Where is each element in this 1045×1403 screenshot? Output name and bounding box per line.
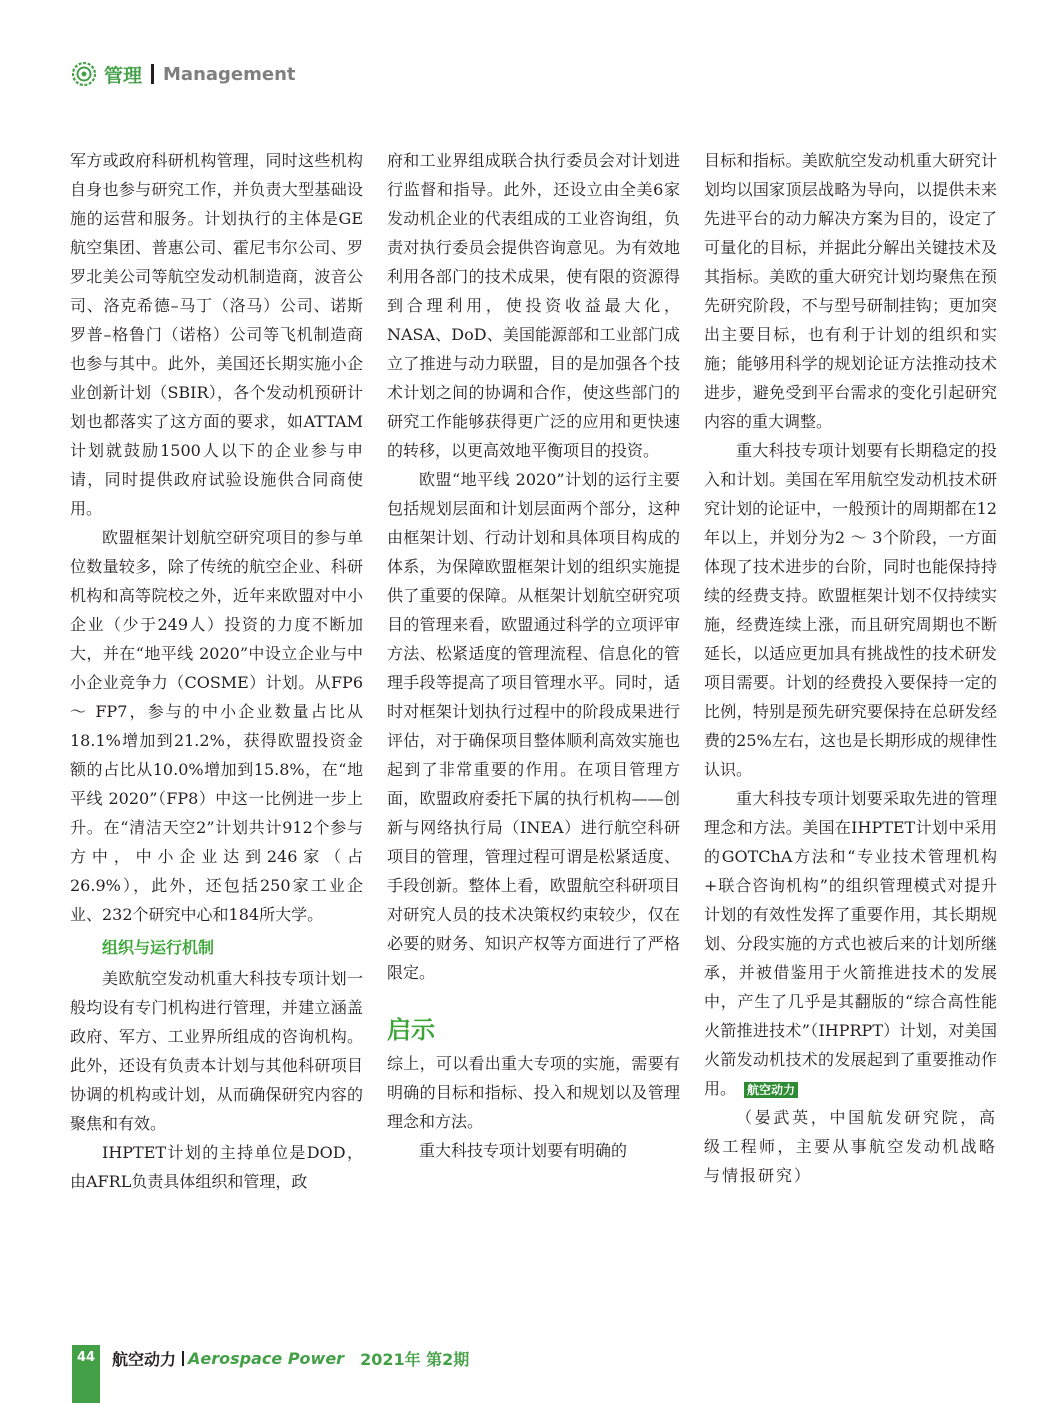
author-note bbox=[704, 1103, 997, 1190]
body-paragraph bbox=[704, 784, 997, 1103]
end-mark-badge: 航空动力 bbox=[744, 1082, 798, 1098]
paragraph-text: （晏武英，中国航发研究院，高级工程师，主要从事航空发动机战略与情报研究） bbox=[704, 1108, 997, 1185]
body-paragraph bbox=[70, 1138, 363, 1196]
paragraph-text: IHPTET计划的主持单位是DOD，由AFRL负责具体组织和管理，政 bbox=[70, 1143, 363, 1191]
journal-logo-icon bbox=[72, 62, 96, 86]
body-paragraph bbox=[70, 146, 363, 523]
body-paragraph bbox=[387, 1136, 680, 1165]
body-paragraph bbox=[704, 436, 997, 784]
section-title-en: Management bbox=[163, 63, 296, 85]
issue-label: 2021年 第2期 bbox=[360, 1350, 470, 1369]
paragraph-text: 重大科技专项计划要有长期稳定的投入和计划。美国在军用航空发动机技术研究计划的论证中，一般预计的周期都在12年以上，并划分为2 ～ 3个阶段，一方面体现了技术进步的台阶，同时也能保持持续的经费支持。欧盟框架计划不仅持续实施，经费连续上涨，而且研究周期也不断延长，以适应更加具有挑战性的技术研发项目需要。计划的经费投入要保持一定的比例，特别是预先研究要保持在总研发经费的25%左右，这也是长期形成的规律性认识。 bbox=[704, 441, 997, 779]
section-title-cn: 管理 bbox=[104, 64, 143, 87]
paragraph-text: 启示 bbox=[387, 1016, 435, 1044]
page-number: 44 bbox=[76, 1350, 96, 1365]
header-divider bbox=[151, 64, 154, 84]
section-subheading bbox=[70, 933, 363, 962]
body-paragraph bbox=[387, 465, 680, 987]
paragraph-text: 欧盟“地平线 2020”计划的运行主要包括规划层面和计划层面两个部分，这种由框架计划、行动计划和具体项目构成的体系，为保障欧盟框架计划的组织实施提供了重要的保障。从框架计划航空研究项目的管理来看，欧盟通过科学的立项评审方法、松紧适度的管理流程、信息化的管理手段等提高了项目管理水平。同时，适时对框架计划执行过程中的阶段成果进行评估，对于确保项目整体顺利高效实施也起到了非常重要的作用。在项目管理方面，欧盟政府委托下属的执行机构——创新与网络执行局（INEA）进行航空科研项目的管理，管理过程可谓是松紧适度、手段创新。整体上看，欧盟航空科研项目对研究人员的技术决策权约束较少，仅在必要的财务、知识产权等方面进行了严格限定。 bbox=[387, 470, 680, 982]
page-header bbox=[72, 60, 296, 88]
journal-name-cn: 航空动力 bbox=[112, 1350, 177, 1369]
paragraph-text: 目标和指标。美欧航空发动机重大研究计划均以国家顶层战略为导向，以提供未来先进平台的动力解决方案为目的，设定了可量化的目标，并据此分解出关键技术及其指标。美欧的重大研究计划均聚焦在预先研究阶段，不与型号研制挂钩；更加突出主要目标，也有利于计划的组织和实施；能够用科学的规划论证方法推动技术进步，避免受到平台需求的变化引起研究内容的重大调整。 bbox=[704, 151, 997, 431]
paragraph-text: 重大科技专项计划要有明确的 bbox=[419, 1141, 628, 1160]
journal-footer bbox=[112, 1347, 469, 1370]
paragraph-text: 军方或政府科研机构管理，同时这些机构自身也参与研究工作，并负责大型基础设施的运营和服务。计划执行的主体是GE航空集团、普惠公司、霍尼韦尔公司、罗罗北美公司等航空发动机制造商，波音公司、洛克希德–马丁（洛马）公司、诺斯罗普–格鲁门（诺格）公司等飞机制造商也参与其中。此外，美国还长期实施小企业创新计划（SBIR），各个发动机预研计划也都落实了这方面的要求，如ATTAM计划就鼓励1500人以下的企业参与申请，同时提供政府试验设施供合同商使用。 bbox=[70, 151, 363, 518]
journal-name-en: Aerospace Power bbox=[188, 1349, 345, 1368]
body-paragraph bbox=[704, 146, 997, 436]
paragraph-text: 府和工业界组成联合执行委员会对计划进行监督和指导。此外，还设立由全美6家发动机企业的代表组成的工业咨询组，负责对执行委员会提供咨询意见。为有效地利用各部门的技术成果，使有限的资源得到合理利用，使投资收益最大化，NASA、DoD、美国能源部和工业部门成立了推进与动力联盟，目的是加强各个技术计划之间的协调和合作，使这些部门的研究工作能够获得更广泛的应用和更快速的转移，以更高效地平衡项目的投资。 bbox=[387, 151, 680, 460]
body-paragraph bbox=[387, 146, 680, 465]
text-column-1 bbox=[70, 146, 363, 1196]
body-paragraph bbox=[70, 964, 363, 1138]
paragraph-text: 美欧航空发动机重大科技专项计划一般均设有专门机构进行管理，并建立涵盖政府、军方、工业界所组成的咨询机构。此外，还设有负责本计划与其他科研项目协调的机构或计划，从而确保研究内容的聚焦和有效。 bbox=[70, 969, 363, 1133]
paragraph-text: 综上，可以看出重大专项的实施，需要有明确的目标和指标、投入和规划以及管理理念和方法。 bbox=[387, 1054, 680, 1131]
body-paragraph bbox=[70, 523, 363, 929]
paragraph-text: 欧盟框架计划航空研究项目的参与单位数量较多，除了传统的航空企业、科研机构和高等院校之外，近年来欧盟对中小企业（少于249人）投资的力度不断加大，并在“地平线 2020”中设立企业与中小企业竞争力（COSME）计划。从FP6 ～ FP7，参与的中小企业数量占比从18.1%增加到21.2%，获得欧盟投资金额的占比从10.0%增加到15.8%，在“地平线 2020”（FP8）中这一比例进一步上升。在“清洁天空2”计划共计912个参与方中，中小企业达到246家（占26.9%），此外，还包括250家工业企业、232个研究中心和184所大学。 bbox=[70, 528, 363, 924]
section-heading bbox=[387, 1013, 680, 1047]
text-column-3 bbox=[704, 146, 997, 1190]
paragraph-text: 组织与运行机制 bbox=[102, 938, 215, 957]
body-paragraph bbox=[387, 1049, 680, 1136]
paragraph-text: 重大科技专项计划要采取先进的管理理念和方法。美国在IHPTET计划中采用的GOTChA方法和“专业技术管理机构+联合咨询机构”的组织管理模式对提升计划的有效性发挥了重要作用，其长期规划、分段实施的方式也被后来的计划所继承，并被借鉴用于火箭推进技术的发展中，产生了几乎是其翻版的“综合高性能火箭推进技术”（IHPRPT）计划，对美国火箭发动机技术的发展起到了重要推动作用。 bbox=[704, 789, 997, 1098]
text-column-2 bbox=[387, 146, 680, 1165]
footer-divider bbox=[182, 1351, 184, 1366]
